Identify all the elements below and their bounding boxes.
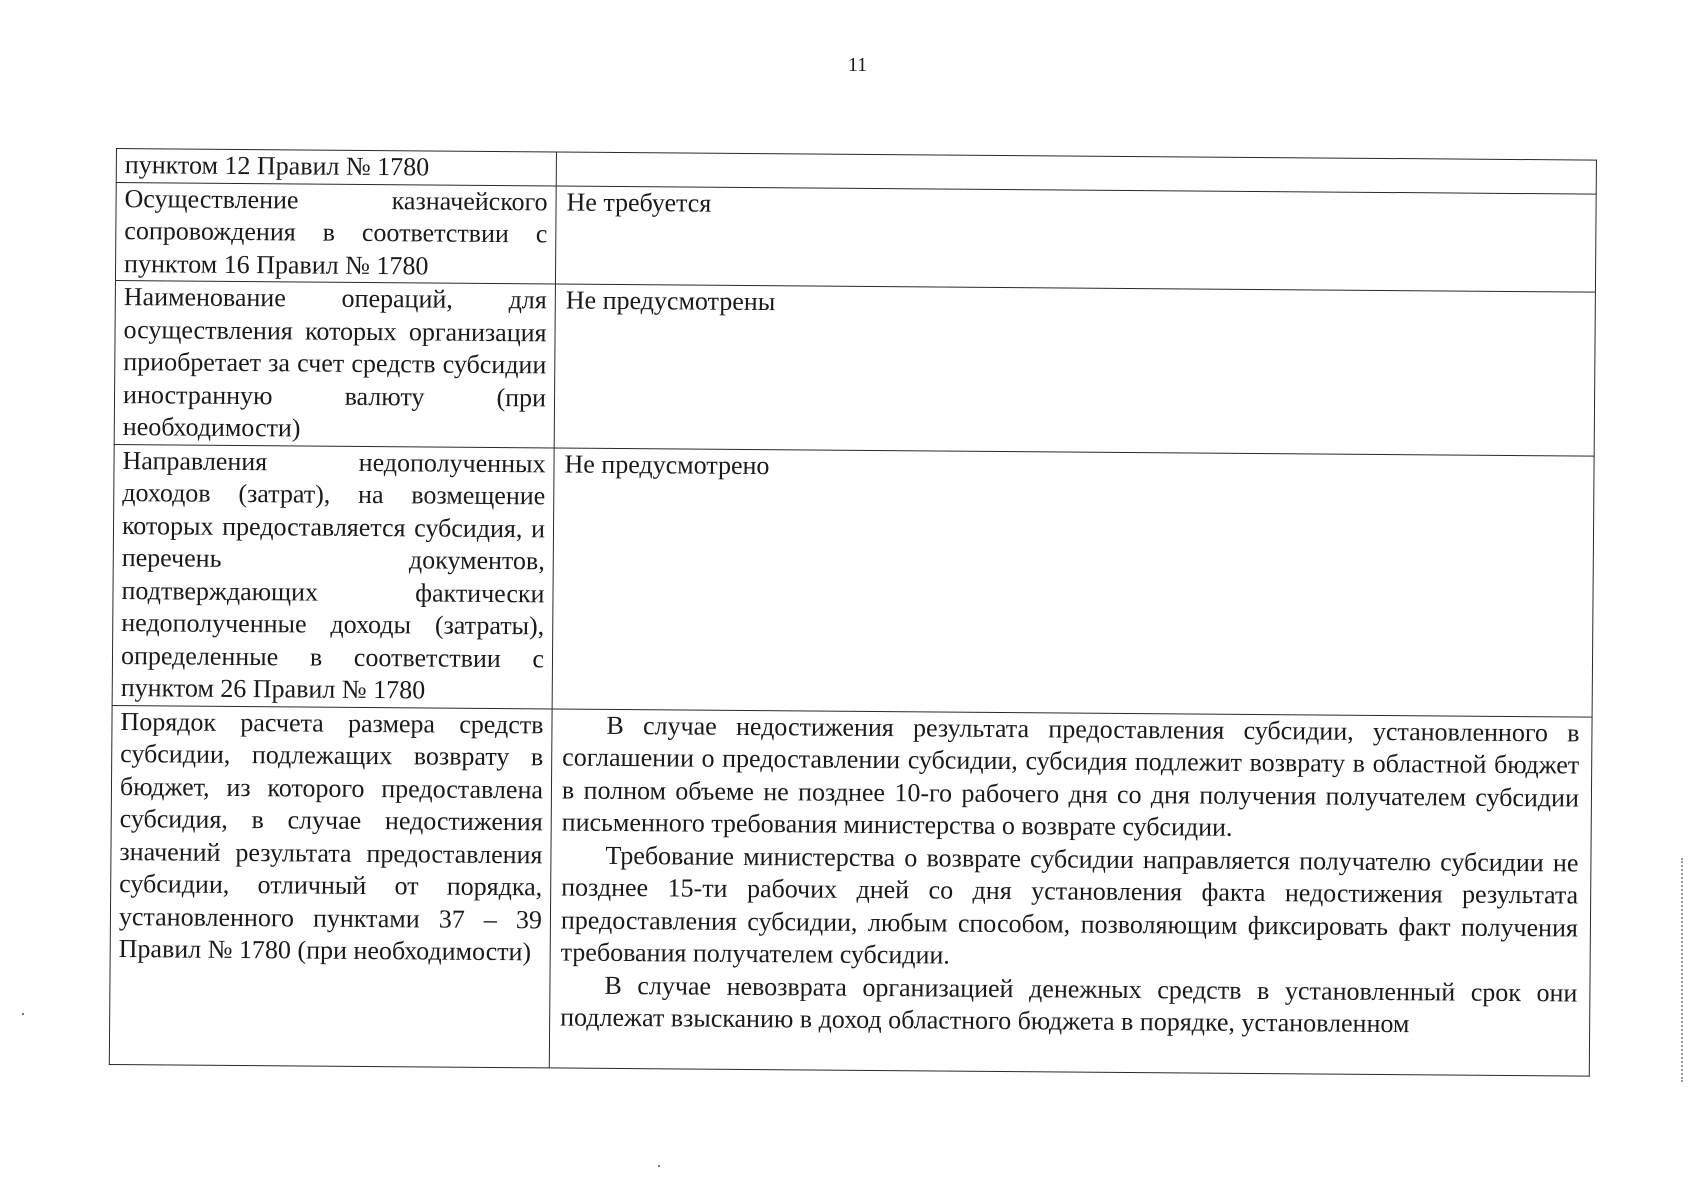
table-row	[112, 444, 1594, 717]
row-value	[552, 447, 1594, 716]
row-label: Направления недополученных доходов (затрат), на возмещение которых предоставляется субсидия, и перечень документов, подтверждающих фактически недополученные доходы (затраты), определенные в соответствии с пунктом 26 Правил № 1780	[112, 444, 554, 708]
row-value	[554, 284, 1595, 456]
page-number: 11	[847, 54, 868, 76]
value-paragraph: Не предусмотрены	[565, 285, 776, 317]
value-paragraph: Не предусмотрено	[564, 449, 770, 480]
scan-speck	[658, 1165, 660, 1167]
value-paragraph: Не требуется	[566, 187, 712, 218]
scan-speck	[22, 1013, 24, 1015]
row-label: Осуществление казначейского сопровождения в соответствии с пунктом 16 Правил № 1780	[115, 182, 556, 284]
table-row	[115, 182, 1596, 292]
row-label: пунктом 12 Правил № 1780	[116, 149, 556, 186]
row-value	[555, 185, 1596, 292]
conditions-table	[109, 148, 1597, 1076]
row-label: Порядок расчета размера средств субсидии, подлежащих возврату в бюджет, из которого предоставлена субсидия, в случае недостижения значений результата предоставления субсидии, отличный от порядка, установленного пунктами 37 – 39 Правил № 1780 (при необходимости)	[109, 705, 552, 1067]
value-paragraph: Требование министерства о возврате субсидии направляется получателю субсидии не позднее 15-ти рабочих дней со дня установления факта недостижения результата предоставления субсидии, любым способом, позволяющим фиксировать факт получения требования получателем субсидии.	[560, 840, 1579, 970]
row-label: Наименование операций, для осуществления которых организация приобретает за счет средств субсидии иностранную валюту (при необходимости)	[114, 280, 555, 447]
value-paragraph: В случае недостижения результата предоставления субсидии, установленного в соглашении о предоставлении субсидии, субсидия подлежит возврату в областной бюджет в полном объеме не позднее 10-го рабочего дня со дня получения получателем субсидии письменного требования министерства о возврате субсидии.	[561, 710, 1580, 842]
table-row	[114, 280, 1595, 455]
table-row	[109, 705, 1592, 1076]
row-value	[549, 708, 1592, 1075]
scan-edge-marks	[1681, 858, 1689, 1082]
value-paragraph: В случае невозврата организацией денежных средств в установленный срок они подлежат взысканию в доход областного бюджета в порядке, установленном	[560, 970, 1578, 1039]
